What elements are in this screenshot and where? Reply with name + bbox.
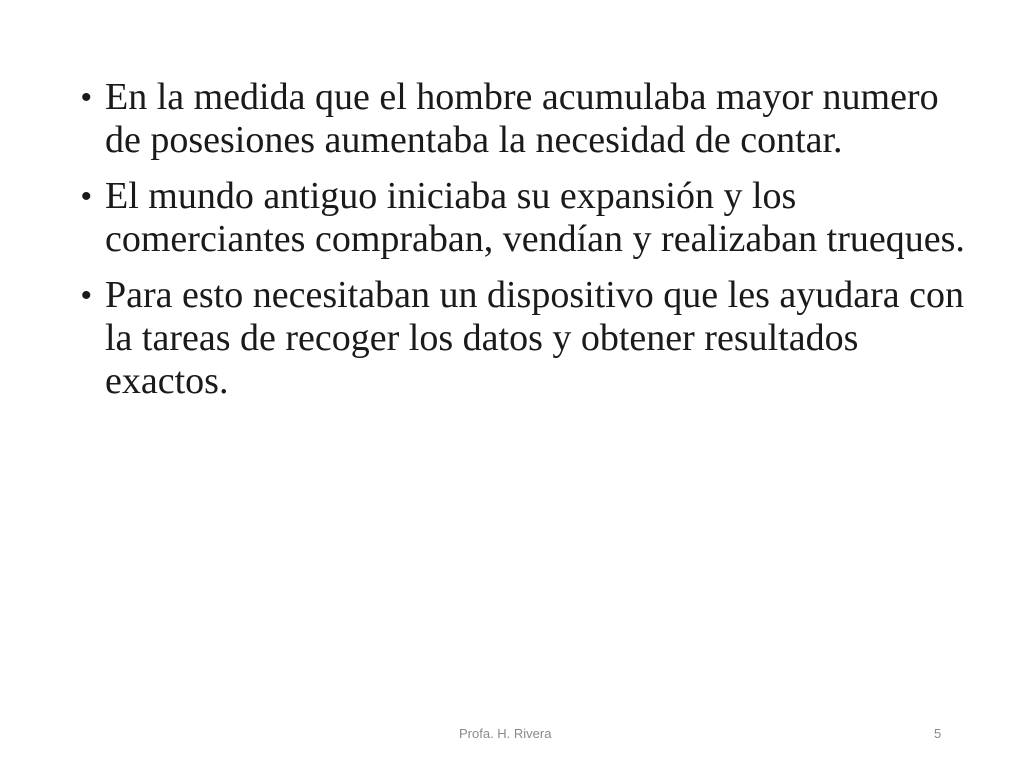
bullet-list: [78, 76, 978, 416]
footer-author: Profa. H. Rivera: [459, 726, 552, 741]
bullet-text: El mundo antiguo iniciaba su expansión y los comerciantes compraban, vendían y realizaban trueques.: [105, 175, 965, 260]
bullet-icon: •: [81, 279, 92, 312]
bullet-text: Para esto necesitaban un dispositivo que les ayudara con la tareas de recoger los datos y obtener resultados exactos.: [105, 274, 964, 402]
page-number: 5: [934, 726, 942, 741]
bullet-icon: •: [81, 180, 92, 213]
bullet-item: [78, 274, 978, 403]
bullet-text: En la medida que el hombre acumulaba mayor numero de posesiones aumentaba la necesidad de contar.: [105, 76, 939, 161]
bullet-item: [78, 175, 978, 261]
bullet-item: [78, 76, 978, 162]
bullet-icon: •: [81, 81, 92, 114]
